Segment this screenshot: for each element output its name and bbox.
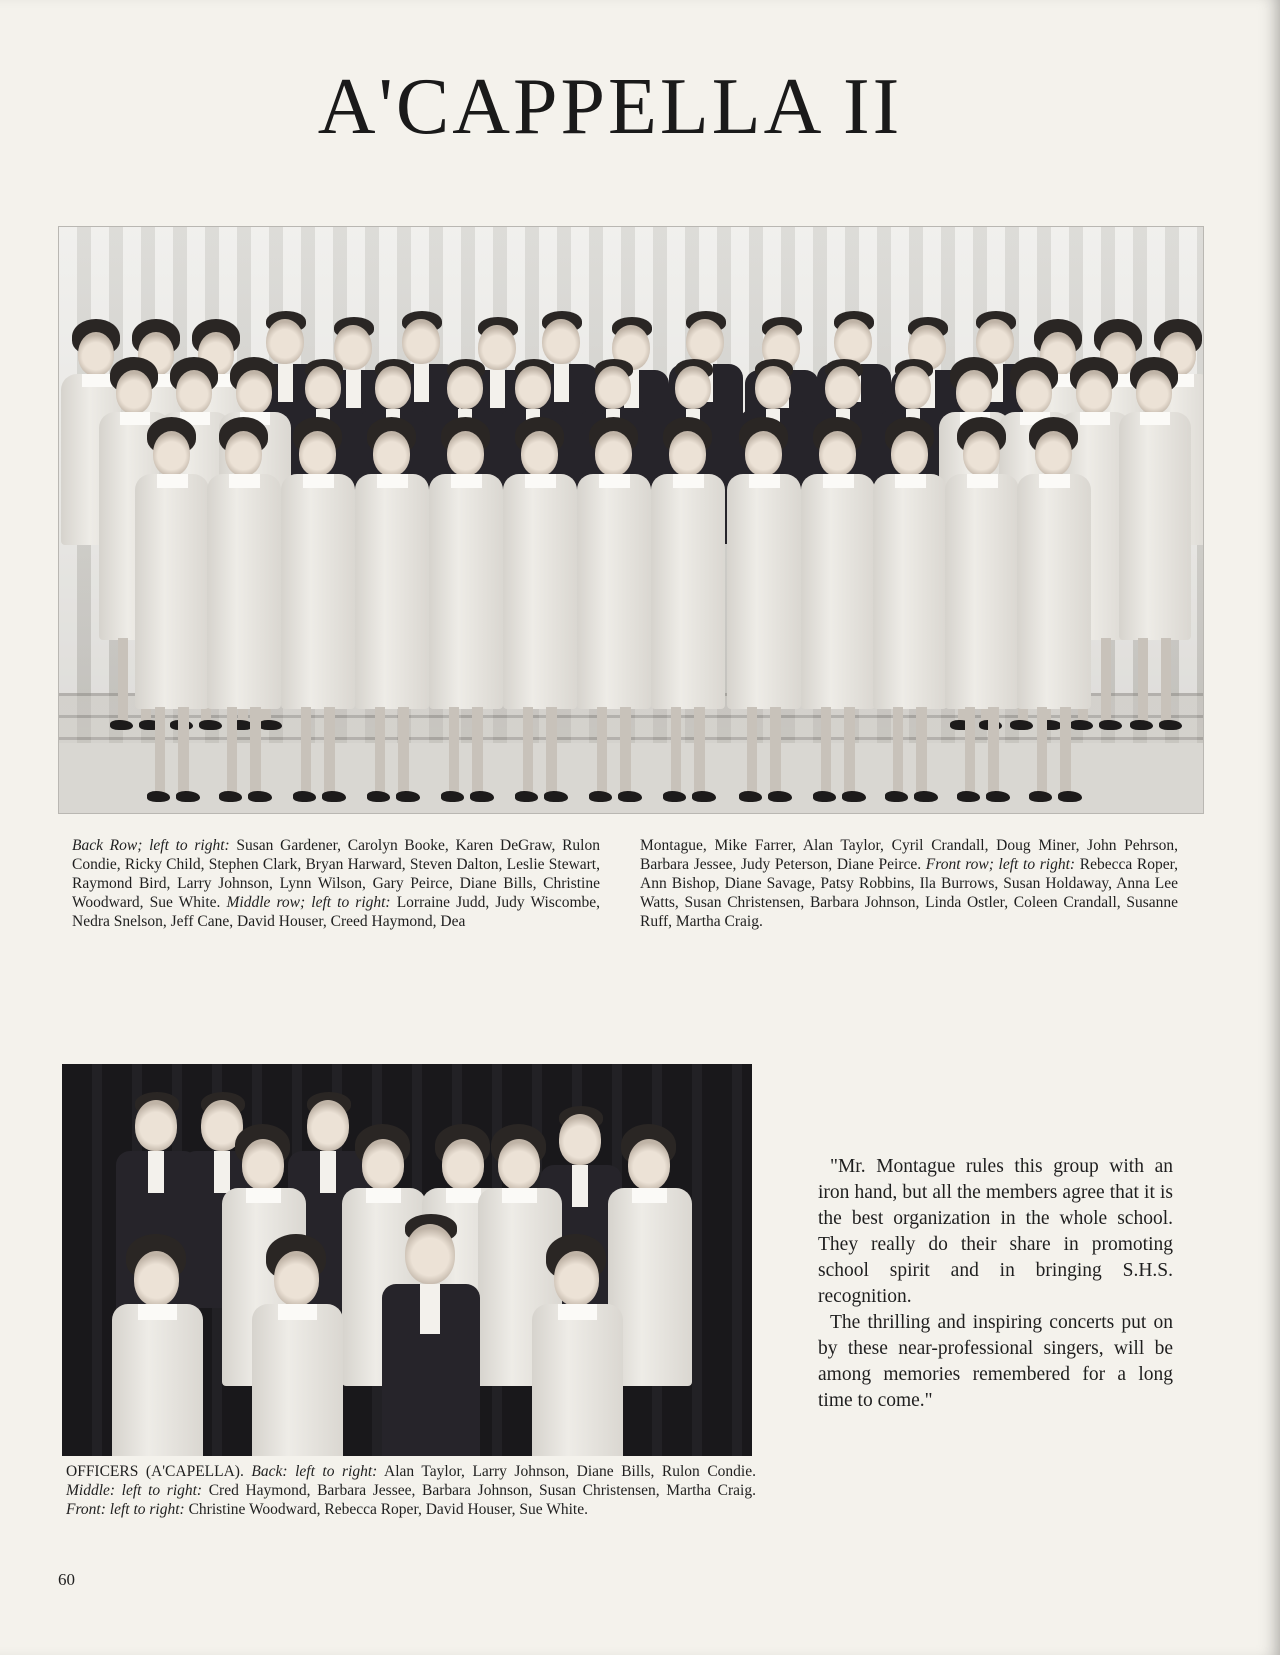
officers-front-names: Christine Woodward, Rebecca Roper, David Houser, Sue White. (184, 1501, 588, 1518)
singer-face (362, 1139, 404, 1190)
quote-paragraph-1: "Mr. Montague rules this group with an iron hand, but all the members agree that it is the best organization in the whole school. They really do their share in promoting school spirit and in bringing S.H.S. recognition. (818, 1156, 1173, 1307)
choir-group-photo (58, 226, 1204, 814)
singer-leg (301, 707, 312, 795)
dress-collar (1140, 412, 1170, 425)
singer-face (521, 431, 558, 476)
singer-shirt (148, 1151, 165, 1193)
dress-collar (749, 474, 780, 488)
singer-face (447, 431, 484, 476)
dress-collar (1039, 474, 1070, 488)
singer-shoe (885, 791, 909, 802)
singer-face (669, 431, 706, 476)
singer-face (595, 431, 632, 476)
singer-face (745, 431, 782, 476)
singer-face (1076, 370, 1112, 414)
singer-figure (1017, 417, 1095, 814)
singer-figure (429, 417, 507, 814)
singer-face (956, 370, 992, 414)
caption-middle-row-names: Lorraine Judd, Judy Wiscombe, Nedra Snelson, Jeff Cane, David Houser, Creed Haymond, Dea (72, 894, 601, 930)
caption-middle-row-cont: Montague, Mike Farrer, Alan Taylor, Cyril Crandall, Doug Miner, John Pehrson, Barbara Jessee, Judy Peterson, Diane Peirce. (640, 837, 1178, 873)
quote-paragraph-2: The thrilling and inspiring concerts put on by these near-professional singers, will be among memories remembered for a long time to come." (818, 1312, 1173, 1411)
singer-face (1035, 431, 1072, 476)
caption-middle-row-label: Middle row; left to right: (226, 894, 391, 911)
caption-front-row-label: Front row; left to right: (925, 856, 1076, 873)
singer-leg (227, 707, 238, 795)
officers-back-label: Back: left to right: (251, 1463, 378, 1480)
officers-photo (62, 1064, 752, 1456)
singer-leg (449, 707, 460, 795)
caption-back-row-names: Susan Gardener, Carolyn Booke, Karen DeGraw, Rulon Condie, Ricky Child, Stephen Clark, Bryan Harward, Steven Dalton, Leslie Stewart, Raymond Bird, Larry Johnson, Lynn Wilson, Gary Peirce, Diane Bills, Christine Woodward, Sue White. (72, 837, 600, 911)
singer-leg (620, 707, 631, 795)
singer-face (755, 366, 791, 409)
singer-face (405, 1224, 455, 1284)
singer-leg (375, 707, 386, 795)
singer-shoe (441, 791, 465, 802)
singer-shirt (320, 1151, 337, 1193)
singer-dress (207, 474, 281, 709)
singer-leg (178, 707, 189, 795)
singer-face (686, 319, 724, 365)
dress-collar (673, 474, 704, 488)
singer-shoe (692, 791, 716, 802)
page-title: A'CAPPELLA II (317, 63, 903, 151)
singer-face (963, 431, 1000, 476)
singer-leg (546, 707, 557, 795)
singer-leg (770, 707, 781, 795)
singer-shoe (957, 791, 981, 802)
singer-dress (112, 1304, 203, 1456)
singer-dress (873, 474, 947, 709)
dress-collar (303, 474, 334, 488)
singer-shoe (589, 791, 613, 802)
singer-leg (398, 707, 409, 795)
dress-collar (451, 474, 482, 488)
singer-shoe (986, 791, 1010, 802)
officers-caption (66, 1462, 756, 1519)
dress-collar (502, 1188, 537, 1203)
singer-leg (324, 707, 335, 795)
dress-collar (138, 1304, 176, 1321)
singer-dress (532, 1304, 623, 1456)
singer-figure (873, 417, 951, 814)
singer-shoe (618, 791, 642, 802)
singer-dress (577, 474, 651, 709)
dress-collar (366, 1188, 401, 1203)
singer-leg (671, 707, 682, 795)
singer-figure (503, 417, 581, 814)
singer-face (305, 366, 341, 409)
singer-face (116, 370, 152, 414)
dress-collar (229, 474, 260, 488)
singer-shoe (1159, 720, 1182, 730)
singer-leg (155, 707, 166, 795)
singer-dress (1017, 474, 1091, 709)
singer-shoe (663, 791, 687, 802)
singer-leg (1161, 638, 1171, 724)
dress-collar (599, 474, 630, 488)
singer-shirt (420, 1284, 440, 1334)
singer-dress (801, 474, 875, 709)
singer-shirt (572, 1165, 589, 1207)
singer-figure (112, 1234, 208, 1456)
group-caption-left (72, 836, 600, 931)
singer-shoe (1130, 720, 1153, 730)
singer-face (819, 431, 856, 476)
singer-leg (988, 707, 999, 795)
singer-face (628, 1139, 670, 1190)
caption-front-row-names: Rebecca Roper, Ann Bishop, Diane Savage, Patsy Robbins, Ila Burrows, Susan Holdaway, Anna Lee Watts, Susan Christensen, Barbara Johnson, Linda Ostler, Coleen Crandall, Susanne Ruff, Martha Craig. (640, 856, 1179, 930)
singer-shoe (1029, 791, 1053, 802)
quote-block (818, 1154, 1173, 1414)
singer-face (515, 366, 551, 409)
singer-face (176, 370, 212, 414)
singer-dress (651, 474, 725, 709)
dress-collar (967, 474, 998, 488)
singer-face (153, 431, 190, 476)
page-number: 60 (58, 1570, 75, 1589)
singer-shoe (293, 791, 317, 802)
singer-dress (252, 1304, 343, 1456)
dress-collar (632, 1188, 667, 1203)
officers-middle-label: Middle: left to right: (66, 1482, 203, 1499)
singer-figure (727, 417, 805, 814)
singer-leg (1138, 638, 1148, 724)
singer-shoe (544, 791, 568, 802)
singer-leg (1060, 707, 1071, 795)
singer-shoe (367, 791, 391, 802)
singer-face (274, 1251, 320, 1306)
singer-face (236, 370, 272, 414)
singer-face (373, 431, 410, 476)
singer-leg (965, 707, 976, 795)
singer-figure (135, 417, 213, 814)
singer-shoe (914, 791, 938, 802)
officers-middle-names: Cred Haymond, Barbara Jessee, Barbara Johnson, Susan Christensen, Martha Craig. (202, 1482, 756, 1499)
singer-dress (945, 474, 1019, 709)
officers-caption-heading: OFFICERS (A'CAPELLA). (66, 1463, 252, 1480)
singer-figure (532, 1234, 628, 1456)
singer-figure (355, 417, 433, 814)
singer-face (834, 319, 872, 365)
singer-leg (1101, 638, 1111, 724)
singer-face (134, 1251, 180, 1306)
singer-shoe (842, 791, 866, 802)
singer-shoe (515, 791, 539, 802)
singer-shoe (219, 791, 243, 802)
singer-shoe (248, 791, 272, 802)
singer-figure (382, 1214, 482, 1456)
singer-leg (694, 707, 705, 795)
singer-face (825, 366, 861, 409)
singer-shoe (396, 791, 420, 802)
singer-face (135, 1100, 177, 1150)
singer-figure (1119, 357, 1195, 756)
dress-collar (558, 1304, 596, 1321)
dress-collar (895, 474, 926, 488)
singer-figure (281, 417, 359, 814)
singer-leg (597, 707, 608, 795)
singer-face (542, 319, 580, 365)
singer-face (891, 431, 928, 476)
singer-face (554, 1251, 600, 1306)
singer-shoe (322, 791, 346, 802)
singer-figure (577, 417, 655, 814)
singer-figure (945, 417, 1023, 814)
singer-dress (281, 474, 355, 709)
officers-front-label: Front: left to right: (66, 1501, 185, 1518)
singer-face (595, 366, 631, 409)
singer-dress (503, 474, 577, 709)
singer-face (402, 319, 440, 365)
officers-back-names: Alan Taylor, Larry Johnson, Diane Bills, Rulon Condie. (377, 1463, 756, 1480)
singer-face (447, 366, 483, 409)
singer-figure (252, 1234, 348, 1456)
singer-shoe (813, 791, 837, 802)
singer-face (299, 431, 336, 476)
singer-figure (801, 417, 879, 814)
singer-leg (916, 707, 927, 795)
singer-leg (821, 707, 832, 795)
singer-figure (651, 417, 729, 814)
singer-dress (1119, 412, 1191, 640)
singer-shoe (470, 791, 494, 802)
singer-leg (472, 707, 483, 795)
singer-leg (893, 707, 904, 795)
singer-face (375, 366, 411, 409)
singer-face (895, 366, 931, 409)
singer-leg (1037, 707, 1048, 795)
singer-shoe (739, 791, 763, 802)
dress-collar (823, 474, 854, 488)
singer-figure (207, 417, 285, 814)
singer-shoe (147, 791, 171, 802)
singer-shoe (176, 791, 200, 802)
group-caption-right (640, 836, 1178, 931)
singer-dress (355, 474, 429, 709)
singer-dress (135, 474, 209, 709)
singer-face (1136, 370, 1172, 414)
singer-dress (727, 474, 801, 709)
singer-face (225, 431, 262, 476)
dress-collar (446, 1188, 481, 1203)
singer-shoe (1058, 791, 1082, 802)
singer-face (675, 366, 711, 409)
singer-face (242, 1139, 284, 1190)
caption-back-row-label: Back Row; left to right: (72, 837, 230, 854)
singer-shoe (768, 791, 792, 802)
singer-face (498, 1139, 540, 1190)
dress-collar (157, 474, 188, 488)
dress-collar (246, 1188, 281, 1203)
singer-dress (429, 474, 503, 709)
dress-collar (377, 474, 408, 488)
singer-shoe (110, 720, 133, 730)
singer-face (1016, 370, 1052, 414)
singer-leg (747, 707, 758, 795)
dress-collar (525, 474, 556, 488)
singer-leg (523, 707, 534, 795)
singer-leg (250, 707, 261, 795)
singer-leg (118, 638, 128, 724)
dress-collar (278, 1304, 316, 1321)
singer-leg (844, 707, 855, 795)
